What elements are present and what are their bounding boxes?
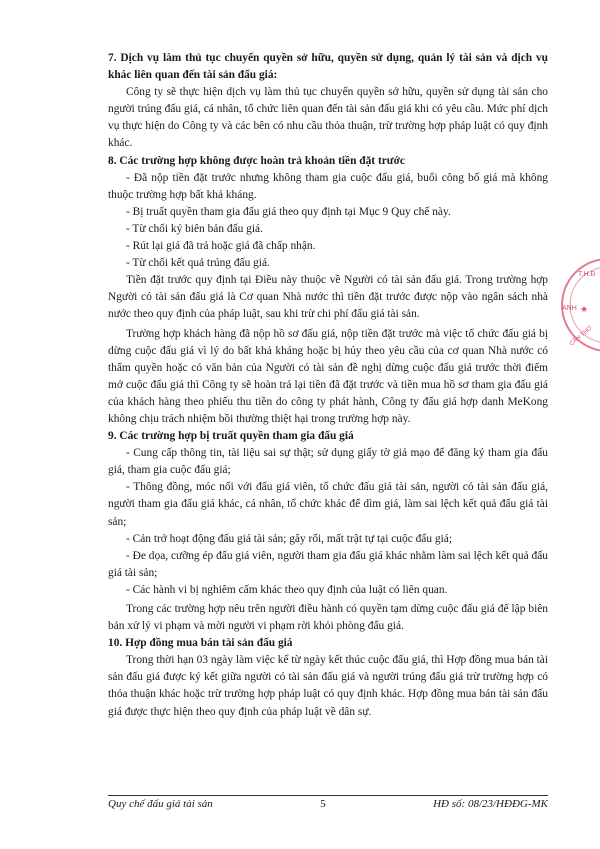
footer-divider bbox=[108, 795, 548, 796]
seal-text-bottom: CẦN THƠ bbox=[568, 325, 594, 348]
footer-contract-number: HĐ số: 08/23/HĐĐG-MK bbox=[433, 798, 548, 810]
section-8-item-3: - Từ chối ký biên bản đấu giá. bbox=[126, 222, 263, 235]
section-7-heading: 7. Dịch vụ làm thủ tục chuyển quyền sở hữu, quyền sử dụng, quản lý tài sản và dịch vụ khác liên quan đến tài sản đấu giá: bbox=[108, 52, 548, 82]
section-8-item-4: - Rút lại giá đã trả hoặc giá đã chấp nhận. bbox=[126, 240, 316, 253]
section-9-heading: 9. Các trường hợp bị truất quyền tham gia đấu giá bbox=[108, 430, 354, 443]
section-10-heading: 10. Hợp đồng mua bán tài sản đấu giá bbox=[108, 637, 293, 650]
section-8-item-1: - Đã nộp tiền đặt trước nhưng không tham gia cuộc đấu giá, buổi công bố giá mà không thuộc trường hợp bất khả kháng. bbox=[108, 171, 548, 201]
section-8-item-2: - Bị truất quyền tham gia đấu giá theo quy định tại Mục 9 Quy chế này. bbox=[126, 205, 451, 218]
seal-icon bbox=[556, 250, 600, 360]
section-9-item-4: - Đe dọa, cưỡng ép đấu giá viên, người tham gia đấu giá khác nhằm làm sai lệch kết quả đấu giá tài sản; bbox=[108, 549, 548, 579]
section-8-item-5: - Từ chối kết quả trúng đấu giá. bbox=[126, 257, 270, 270]
section-8-heading: 8. Các trường hợp không được hoàn trả khoản tiền đặt trước bbox=[108, 154, 405, 167]
section-9-item-3: - Cản trở hoạt động đấu giá tài sản; gây rối, mất trật tự tại cuộc đấu giá; bbox=[126, 532, 452, 545]
document-body bbox=[108, 50, 548, 721]
section-10-paragraph-1: Trong thời hạn 03 ngày làm việc kể từ ngày kết thúc cuộc đấu giá, thì Hợp đồng mua bán tài sản đấu giá được ký kết giữa người có tài sản đấu giá và người trúng đấu giá trừ trường hợp có thỏa thuận khác hoặc trừ trường hợp pháp luật có quy định khác. Hợp đồng mua bán tài sản đấu giá được thực hiện theo quy định của pháp luật về dân sự. bbox=[108, 654, 548, 718]
seal-text-mid: ANH bbox=[562, 305, 577, 312]
section-9-item-1: - Cung cấp thông tin, tài liệu sai sự thật; sử dụng giấy tờ giả mạo để đăng ký tham gia đấu giá, tham gia cuộc đấu giá; bbox=[108, 447, 548, 477]
section-7-paragraph-1: Công ty sẽ thực hiện dịch vụ làm thủ tục chuyển quyền sở hữu, quyền sử dụng tài sản cho người trúng đấu giá, cá nhân, tổ chức liên quan đến tài sản đấu giá khi có yêu cầu. Mức phí dịch vụ thực hiện do Công ty và các bên có nhu cầu thỏa thuận, trừ trường hợp pháp luật có quy định khác. bbox=[108, 86, 548, 150]
section-8-paragraph-refund: Trường hợp khách hàng đã nộp hồ sơ đấu giá, nộp tiền đặt trước mà việc tổ chức đấu giá bị dừng cuộc đấu giá vì lý do bất khả kháng hoặc bị hủy theo yêu cầu của cơ quan Nhà nước có thẩm quyền hoặc có văn bản của Người có tài sản đề nghị dừng cuộc đấu giá trước thời điểm mở cuộc đấu giá thì Công ty sẽ hoàn trả lại tiền đã đặt trước và tiền mua hồ sơ tham gia đấu giá của khách hàng theo phiếu thu tiền do công ty phát hành, Công ty đấu giá hợp danh MeKong không chịu trách nhiệm bồi thường thiệt hại trong trường hợp này. bbox=[108, 327, 548, 425]
company-seal-stamp bbox=[556, 250, 600, 360]
footer-document-title: Quy chế đấu giá tài sản bbox=[108, 798, 213, 810]
section-9-item-2: - Thông đồng, móc nối với đấu giá viên, tổ chức đấu giá tài sản, người có tài sản đấu giá, người tham gia đấu giá khác, cá nhân, tổ chức khác để dìm giá, làm sai lệch kết quả đấu giá tài sản; bbox=[108, 481, 548, 528]
section-9-item-5: - Các hành vi bị nghiêm cấm khác theo quy định của luật có liên quan. bbox=[126, 583, 448, 596]
seal-star-icon: ★ bbox=[580, 305, 589, 315]
section-9-paragraph-suspend: Trong các trường hợp nêu trên người điều hành có quyền tạm dừng cuộc đấu giá để lập biên bản xử lý vi phạm và mời người vi phạm rời khỏi phòng đấu giá. bbox=[108, 603, 548, 633]
seal-text-top: T.H.Đ bbox=[578, 271, 596, 278]
page-footer bbox=[108, 798, 548, 810]
page-number: 5 bbox=[320, 798, 326, 810]
section-8-paragraph-deposit: Tiền đặt trước quy định tại Điều này thuộc về Người có tài sản đấu giá. Trong trường hợp Người có tài sản đấu giá là Cơ quan Nhà nước thì tiền đặt trước được nộp vào ngân sách nhà nước theo quy định của pháp luật, sau khi trừ chi phí đấu giá tài sản. bbox=[108, 274, 548, 321]
